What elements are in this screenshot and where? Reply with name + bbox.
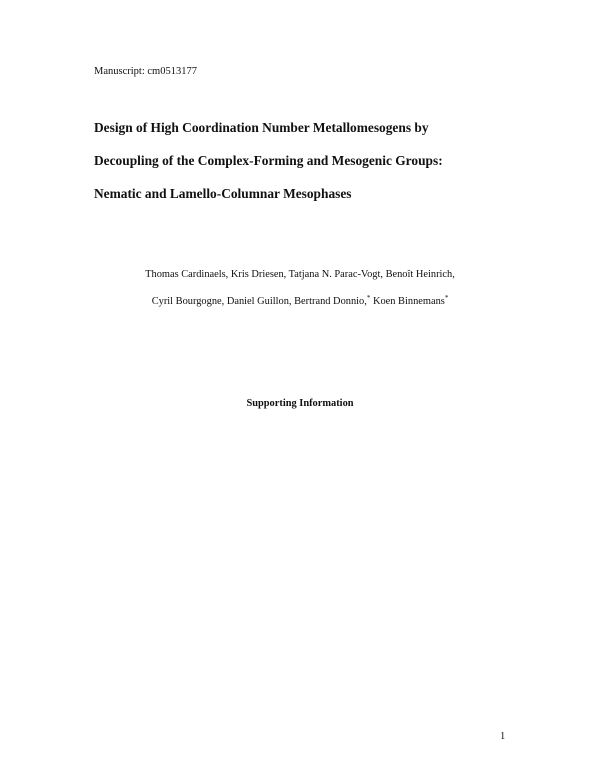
title-line-3: Nematic and Lamello-Columnar Mesophases [94,186,352,201]
author-guillon: Daniel Guillon, [226,296,292,307]
author-donnio: Bertrand Donnio, [294,296,367,307]
authors-line-2 [0,296,600,307]
authors-line-1: Thomas Cardinaels, Kris Driesen, Tatjana N. Parac-Vogt, Benoît Heinrich, [145,269,455,280]
title-line-2: Decoupling of the Complex-Forming and Mesogenic Groups: [94,153,443,168]
title-line-1: Design of High Coordination Number Metallomesogens by [94,120,429,135]
corresponding-mark-donnio: * [366,294,371,302]
manuscript-id: Manuscript: cm0513177 [94,66,197,77]
supporting-information-heading: Supporting Information [246,398,354,409]
corresponding-mark-binnemans: * [444,294,449,302]
author-bourgogne: Cyril Bourgogne, [151,296,225,307]
author-binnemans: Koen Binnemans [372,296,445,307]
page-number: 1 [500,731,506,742]
